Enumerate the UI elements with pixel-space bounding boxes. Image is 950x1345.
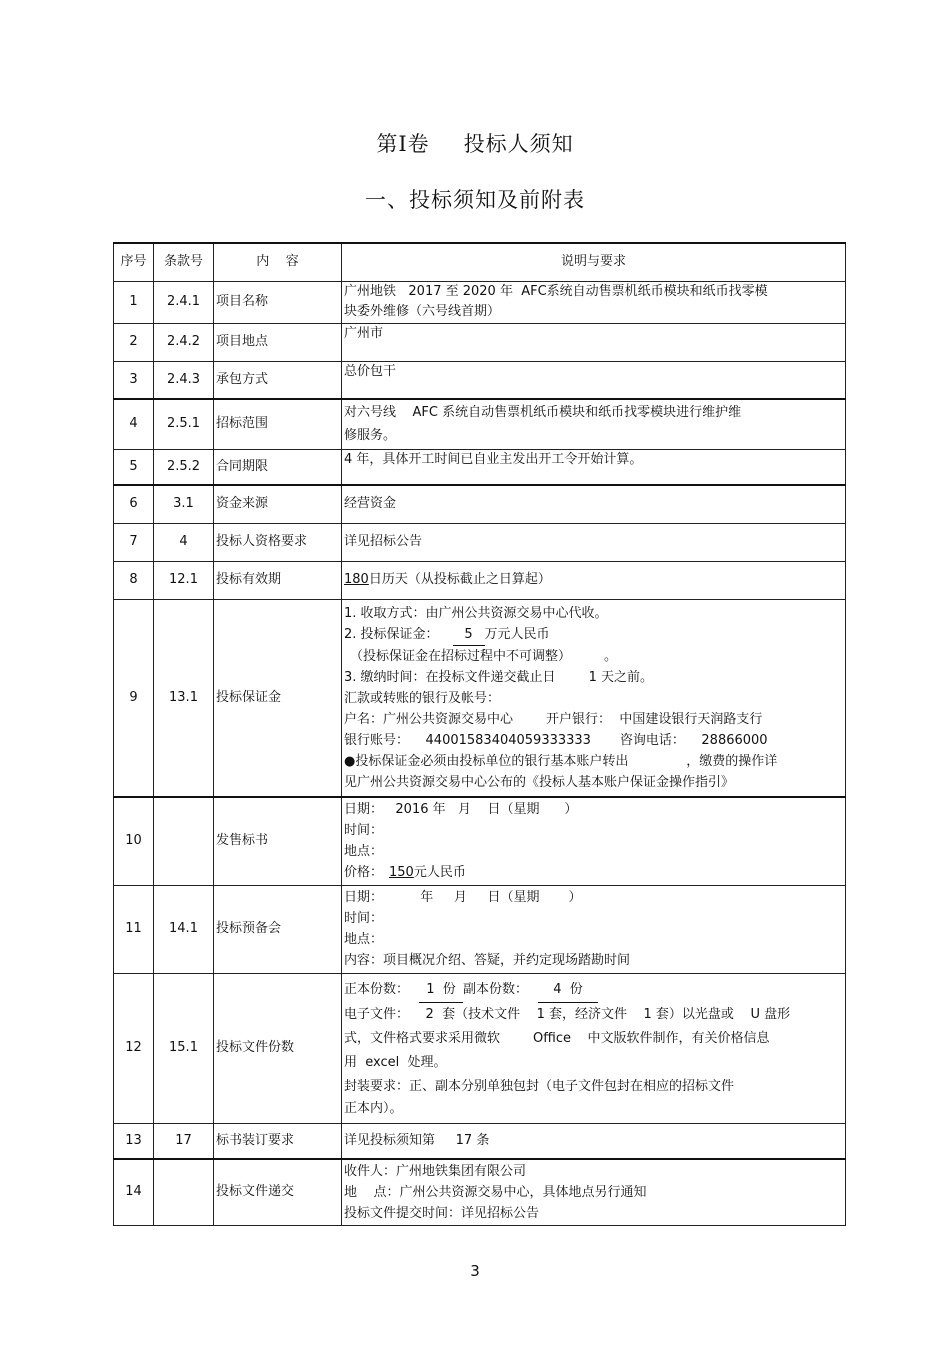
table-row xyxy=(114,523,846,561)
price-label: 价格： xyxy=(344,865,384,881)
row-clause: 14.1 xyxy=(154,885,214,973)
desc-line: ●投标保证金必须由投标单位的银行基本账户转出 ，缴费的操作详 xyxy=(344,753,778,769)
copy-count: 4 份 xyxy=(538,978,598,1003)
row-item: 合同期限 xyxy=(214,449,342,485)
volume-heading xyxy=(0,128,950,158)
desc-line: 广州地铁 2017 至 2020 年 AFC系统自动售票机纸币模块和纸币找零模 xyxy=(344,284,768,299)
row-no: 10 xyxy=(114,797,154,885)
table-row xyxy=(114,973,846,1123)
desc-line: 修服务。 xyxy=(344,428,397,444)
section-title: 一、投标须知及前附表 xyxy=(365,188,585,212)
desc-line: 日历天（从投标截止之日算起） xyxy=(368,572,551,587)
table-row xyxy=(114,797,846,885)
desc-line: 地 点：广州公共资源交易中心，具体地点另行通知 xyxy=(344,1184,647,1200)
header-no: 序号 xyxy=(114,243,154,281)
row-desc xyxy=(342,797,846,885)
desc-line: 内容：项目概况介绍、答疑，并约定现场踏勘时间 xyxy=(344,953,631,968)
deposit-amount: 5 xyxy=(453,624,485,646)
row-no: 5 xyxy=(114,449,154,485)
desc-line: 投标文件提交时间：详见招标公告 xyxy=(344,1205,540,1221)
row-clause: 4 xyxy=(154,523,214,561)
desc-line: 见广州公共资源交易中心公布的《投标人基本账户保证金操作指引》 xyxy=(344,774,735,790)
desc-line: 1. 收取方式：由广州公共资源交易中心代收。 xyxy=(344,605,608,621)
desc-line: 块委外维修（六号线首期） xyxy=(344,304,501,319)
desc-line: 封装要求：正、副本分别单独包封（电子文件包封在相应的招标文件 xyxy=(344,1078,735,1094)
row-desc xyxy=(342,281,846,323)
row-item: 标书装订要求 xyxy=(214,1123,342,1159)
row-item: 投标有效期 xyxy=(214,561,342,599)
desc-line xyxy=(344,978,843,1003)
desc-line: 对六号线 AFC 系统自动售票机纸币模块和纸币找零模块进行维护维 xyxy=(344,405,742,421)
desc-line: 汇款或转账的银行及帐号： xyxy=(344,690,501,706)
row-desc: 详见招标公告 xyxy=(342,523,846,561)
row-item: 投标保证金 xyxy=(214,599,342,797)
table-row xyxy=(114,485,846,523)
row-item: 承包方式 xyxy=(214,361,342,399)
table-row xyxy=(114,599,846,797)
desc-line: 3. 缴纳时间：在投标文件递交截止日 1 天之前。 xyxy=(344,669,653,685)
row-item: 发售标书 xyxy=(214,797,342,885)
row-clause: 3.1 xyxy=(154,485,214,523)
row-desc xyxy=(342,1159,846,1225)
deposit-unit: 万元人民币 xyxy=(484,626,550,642)
desc-line xyxy=(344,862,843,883)
price-amount: 150 xyxy=(389,865,414,881)
row-desc: 经营资金 xyxy=(342,485,846,523)
desc-line: 时间： xyxy=(344,911,384,926)
row-desc xyxy=(342,599,846,797)
row-item: 资金来源 xyxy=(214,485,342,523)
row-desc xyxy=(342,973,846,1123)
original-count-label: 正本份数： xyxy=(344,981,410,997)
row-clause: 2.5.2 xyxy=(154,449,214,485)
bidder-notice-table xyxy=(113,242,846,1226)
row-no: 3 xyxy=(114,361,154,399)
row-no: 11 xyxy=(114,885,154,973)
desc-line: 地点： xyxy=(344,932,384,947)
row-no: 14 xyxy=(114,1159,154,1225)
table-row xyxy=(114,323,846,361)
price-unit: 元人民币 xyxy=(413,865,466,881)
desc-line: 日期： 年 月 日（星期 ） xyxy=(344,890,582,905)
row-no: 13 xyxy=(114,1123,154,1159)
row-item: 投标文件份数 xyxy=(214,973,342,1123)
row-item: 招标范围 xyxy=(214,399,342,449)
table-row xyxy=(114,399,846,449)
row-item: 投标预备会 xyxy=(214,885,342,973)
row-clause: 2.4.2 xyxy=(154,323,214,361)
table-row xyxy=(114,361,846,399)
desc-line: 户名：广州公共资源交易中心 开户银行： 中国建设银行天润路支行 xyxy=(344,711,763,727)
desc-line: 银行账号： 44001583404059333333 咨询电话： 28866000 xyxy=(344,732,768,748)
desc-line: （投标保证金在招标过程中不可调整） 。 xyxy=(350,648,618,664)
deposit-label: 2. 投标保证金： xyxy=(344,626,439,642)
desc-line: 地点： xyxy=(344,844,384,860)
row-no: 9 xyxy=(114,599,154,797)
row-desc: 广州市 xyxy=(342,323,846,361)
row-clause: 13.1 xyxy=(154,599,214,797)
desc-line xyxy=(344,624,843,646)
header-desc: 说明与要求 xyxy=(342,243,846,281)
desc-line: 时间： xyxy=(344,823,384,839)
desc-line: 收件人：广州地铁集团有限公司 xyxy=(344,1163,527,1179)
table-row xyxy=(114,1123,846,1159)
table-row xyxy=(114,561,846,599)
desc-line: 式，文件格式要求采用微软 Office 中文版软件制作，有关价格信息 xyxy=(344,1030,770,1046)
table-row xyxy=(114,281,846,323)
row-desc: 详见投标须知第 17 条 xyxy=(342,1123,846,1159)
volume-label: 第Ⅰ卷 xyxy=(376,132,430,156)
row-clause xyxy=(154,797,214,885)
row-desc xyxy=(342,399,846,449)
row-item: 项目名称 xyxy=(214,281,342,323)
row-item: 投标文件递交 xyxy=(214,1159,342,1225)
row-clause xyxy=(154,1159,214,1225)
desc-line: 电子文件： 2 套（技术文件 1 套，经济文件 1 套）以光盘或 U 盘形 xyxy=(344,1006,791,1022)
table-row xyxy=(114,449,846,485)
row-clause: 12.1 xyxy=(154,561,214,599)
volume-title: 投标人须知 xyxy=(463,132,574,156)
original-count: 1 份 xyxy=(419,978,463,1003)
header-clause: 条款号 xyxy=(154,243,214,281)
row-desc xyxy=(342,561,846,599)
row-clause: 2.5.1 xyxy=(154,399,214,449)
row-no: 7 xyxy=(114,523,154,561)
table-header-row xyxy=(114,243,846,281)
copy-count-label: 副本份数： xyxy=(463,981,529,997)
table-row xyxy=(114,1159,846,1225)
row-no: 8 xyxy=(114,561,154,599)
row-no: 6 xyxy=(114,485,154,523)
row-clause: 2.4.1 xyxy=(154,281,214,323)
row-no: 1 xyxy=(114,281,154,323)
validity-days: 180 xyxy=(344,572,369,587)
row-no: 4 xyxy=(114,399,154,449)
row-desc: 4 年，具体开工时间已自业主发出开工令开始计算。 xyxy=(342,449,846,485)
table-row xyxy=(114,885,846,973)
row-clause: 17 xyxy=(154,1123,214,1159)
page-number: 3 xyxy=(470,1262,480,1280)
header-item: 内 容 xyxy=(214,243,342,281)
row-no: 12 xyxy=(114,973,154,1123)
row-item: 投标人资格要求 xyxy=(214,523,342,561)
desc-line: 正本内）。 xyxy=(344,1100,403,1116)
row-desc: 总价包干 xyxy=(342,361,846,399)
row-desc xyxy=(342,885,846,973)
row-no: 2 xyxy=(114,323,154,361)
row-clause: 2.4.3 xyxy=(154,361,214,399)
desc-line: 用 excel 处理。 xyxy=(344,1054,447,1070)
row-item: 项目地点 xyxy=(214,323,342,361)
row-clause: 15.1 xyxy=(154,973,214,1123)
desc-line: 日期： 2016 年 月 日（星期 ） xyxy=(344,802,578,818)
